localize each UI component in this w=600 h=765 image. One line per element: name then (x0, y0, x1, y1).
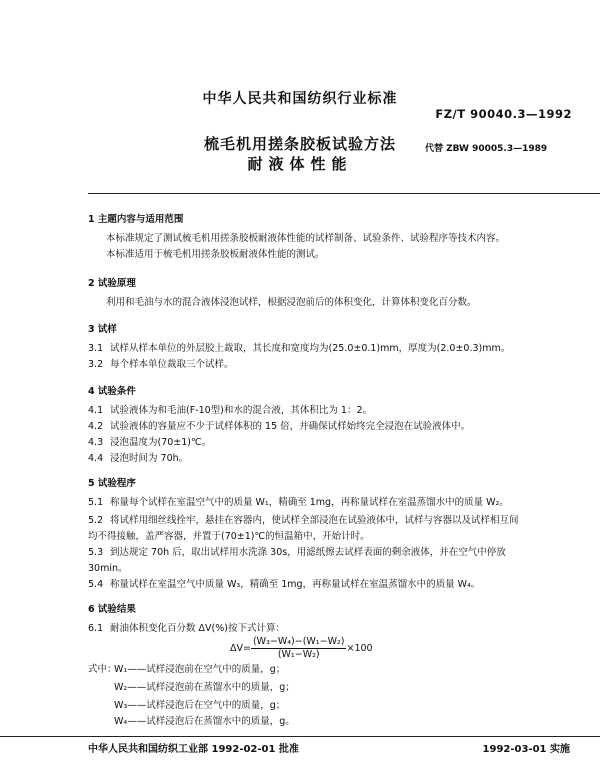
clause-3-2-text: 每个样本单位裁取三个试样。 (110, 359, 234, 370)
clause-number: 5.2 (88, 515, 104, 526)
clause-number: 4.3 (88, 437, 104, 448)
clause-4-4-text: 浸泡时间为 70h。 (110, 453, 189, 464)
clause-number: 4.1 (88, 405, 104, 416)
volume-change-formula (230, 636, 373, 661)
clause-5-3-text-line-2: 30min。 (88, 563, 128, 574)
replaces-standard: 代替 ZBW 90005.3—1989 (425, 144, 548, 154)
clause-5-2-text-line-1: 将试样用细丝线拴牢，悬挂在容器内，使试样全部浸泡在试验液体中，试样与容器以及试样相互间 (110, 515, 519, 526)
clause-4-3-text: 浸泡温度为(70±1)℃。 (110, 437, 212, 448)
section-2-heading: 2 试验原理 (88, 278, 136, 289)
clause-4-1-text: 试验液体为和毛油(F-10型)和水的混合液，其体积比为 1：2。 (110, 405, 373, 416)
clause-5-2-text-line-2: 均不得接触，盖严容器，并置于(70±1)℃的恒温箱中，开始计时。 (88, 531, 370, 542)
clause-number: 5.3 (88, 547, 104, 558)
section-4-heading: 4 试验条件 (88, 386, 136, 397)
clause-number: 6.1 (88, 623, 104, 634)
clause-number: 5.1 (88, 497, 104, 508)
variable-definition: W₂——试样浸泡前在蒸馏水中的质量，g； (114, 682, 295, 693)
standard-category-title: 中华人民共和国纺织行业标准 (202, 91, 398, 107)
section-1-paragraph-2: 本标准适用于梳毛机用搓条胶板耐液体性能的测试。 (106, 249, 325, 260)
variable-definition: W₃——试样浸泡后在空气中的质量，g； (114, 700, 286, 711)
clause-5-4-text: 称量试样在室温空气中质量 W₃，精确至 1mg，再称量试样在室温蒸馏水中的质量 W₄。 (110, 579, 481, 590)
where-label: 式中： (88, 664, 117, 675)
clause-5-1-text: 称量每个试样在室温空气中的质量 W₁，精确至 1mg，再称量试样在室温蒸馏水中的质量 W₂。 (110, 497, 509, 508)
clause-number: 3.2 (88, 359, 104, 370)
section-1-heading: 1 主题内容与适用范围 (88, 214, 184, 225)
formula-lhs: ΔV= (230, 642, 251, 654)
clause-number: 4.2 (88, 421, 104, 432)
formula-numerator: (W₃−W₄)−(W₁−W₂) (252, 636, 345, 647)
section-1-paragraph-1: 本标准规定了测试梳毛机用搓条胶板耐液体性能的试样制备、试验条件、试验程序等技术内容。 (106, 233, 506, 244)
document-title: 梳毛机用搓条胶板试验方法 (203, 135, 396, 153)
formula-multiplier: ×100 (346, 642, 373, 654)
clause-number: 5.4 (88, 579, 104, 590)
clause-6-1-text: 耐油体积变化百分数 ΔV(%)按下式计算： (110, 623, 285, 634)
standard-number: FZ/T 90040.3—1992 (435, 107, 572, 121)
variable-definition: W₁——试样浸泡前在空气中的质量，g； (114, 664, 286, 675)
clause-3-1-text: 试样从样本单位的外层胶上裁取，其长度和宽度均为(25.0±0.1)mm，厚度为(2.0±0.3)mm。 (110, 343, 511, 354)
formula-denominator: (W₁−W₂) (277, 649, 320, 660)
section-2-paragraph-1: 利用和毛油与水的混合液体浸泡试样，根据浸泡前后的体积变化，计算体积变化百分数。 (106, 297, 477, 308)
approval-line: 中华人民共和国纺织工业部 1992-02-01 批准 (88, 744, 299, 755)
document-subtitle: 耐液体性能 (247, 155, 353, 173)
implementation-date: 1992-03-01 实施 (482, 744, 570, 755)
clause-number: 4.4 (88, 453, 104, 464)
footer-divider (0, 736, 600, 737)
variable-definition: W₄——试样浸泡后在蒸馏水中的质量，g。 (114, 716, 295, 727)
clause-number: 3.1 (88, 343, 104, 354)
section-3-heading: 3 试样 (88, 324, 117, 335)
clause-5-3-text-line-1: 到达规定 70h 后，取出试样用水洗涤 30s，用滤纸擦去试样表面的剩余液体，并在空气中停放 (110, 547, 506, 558)
section-5-heading: 5 试验程序 (88, 478, 136, 489)
formula-fraction (251, 636, 347, 661)
clause-4-2-text: 试验液体的容量应不少于试样体积的 15 倍，并确保试样始终完全浸泡在试验液体中。 (110, 421, 471, 432)
section-6-heading: 6 试验结果 (88, 604, 136, 615)
header-divider (88, 193, 600, 194)
